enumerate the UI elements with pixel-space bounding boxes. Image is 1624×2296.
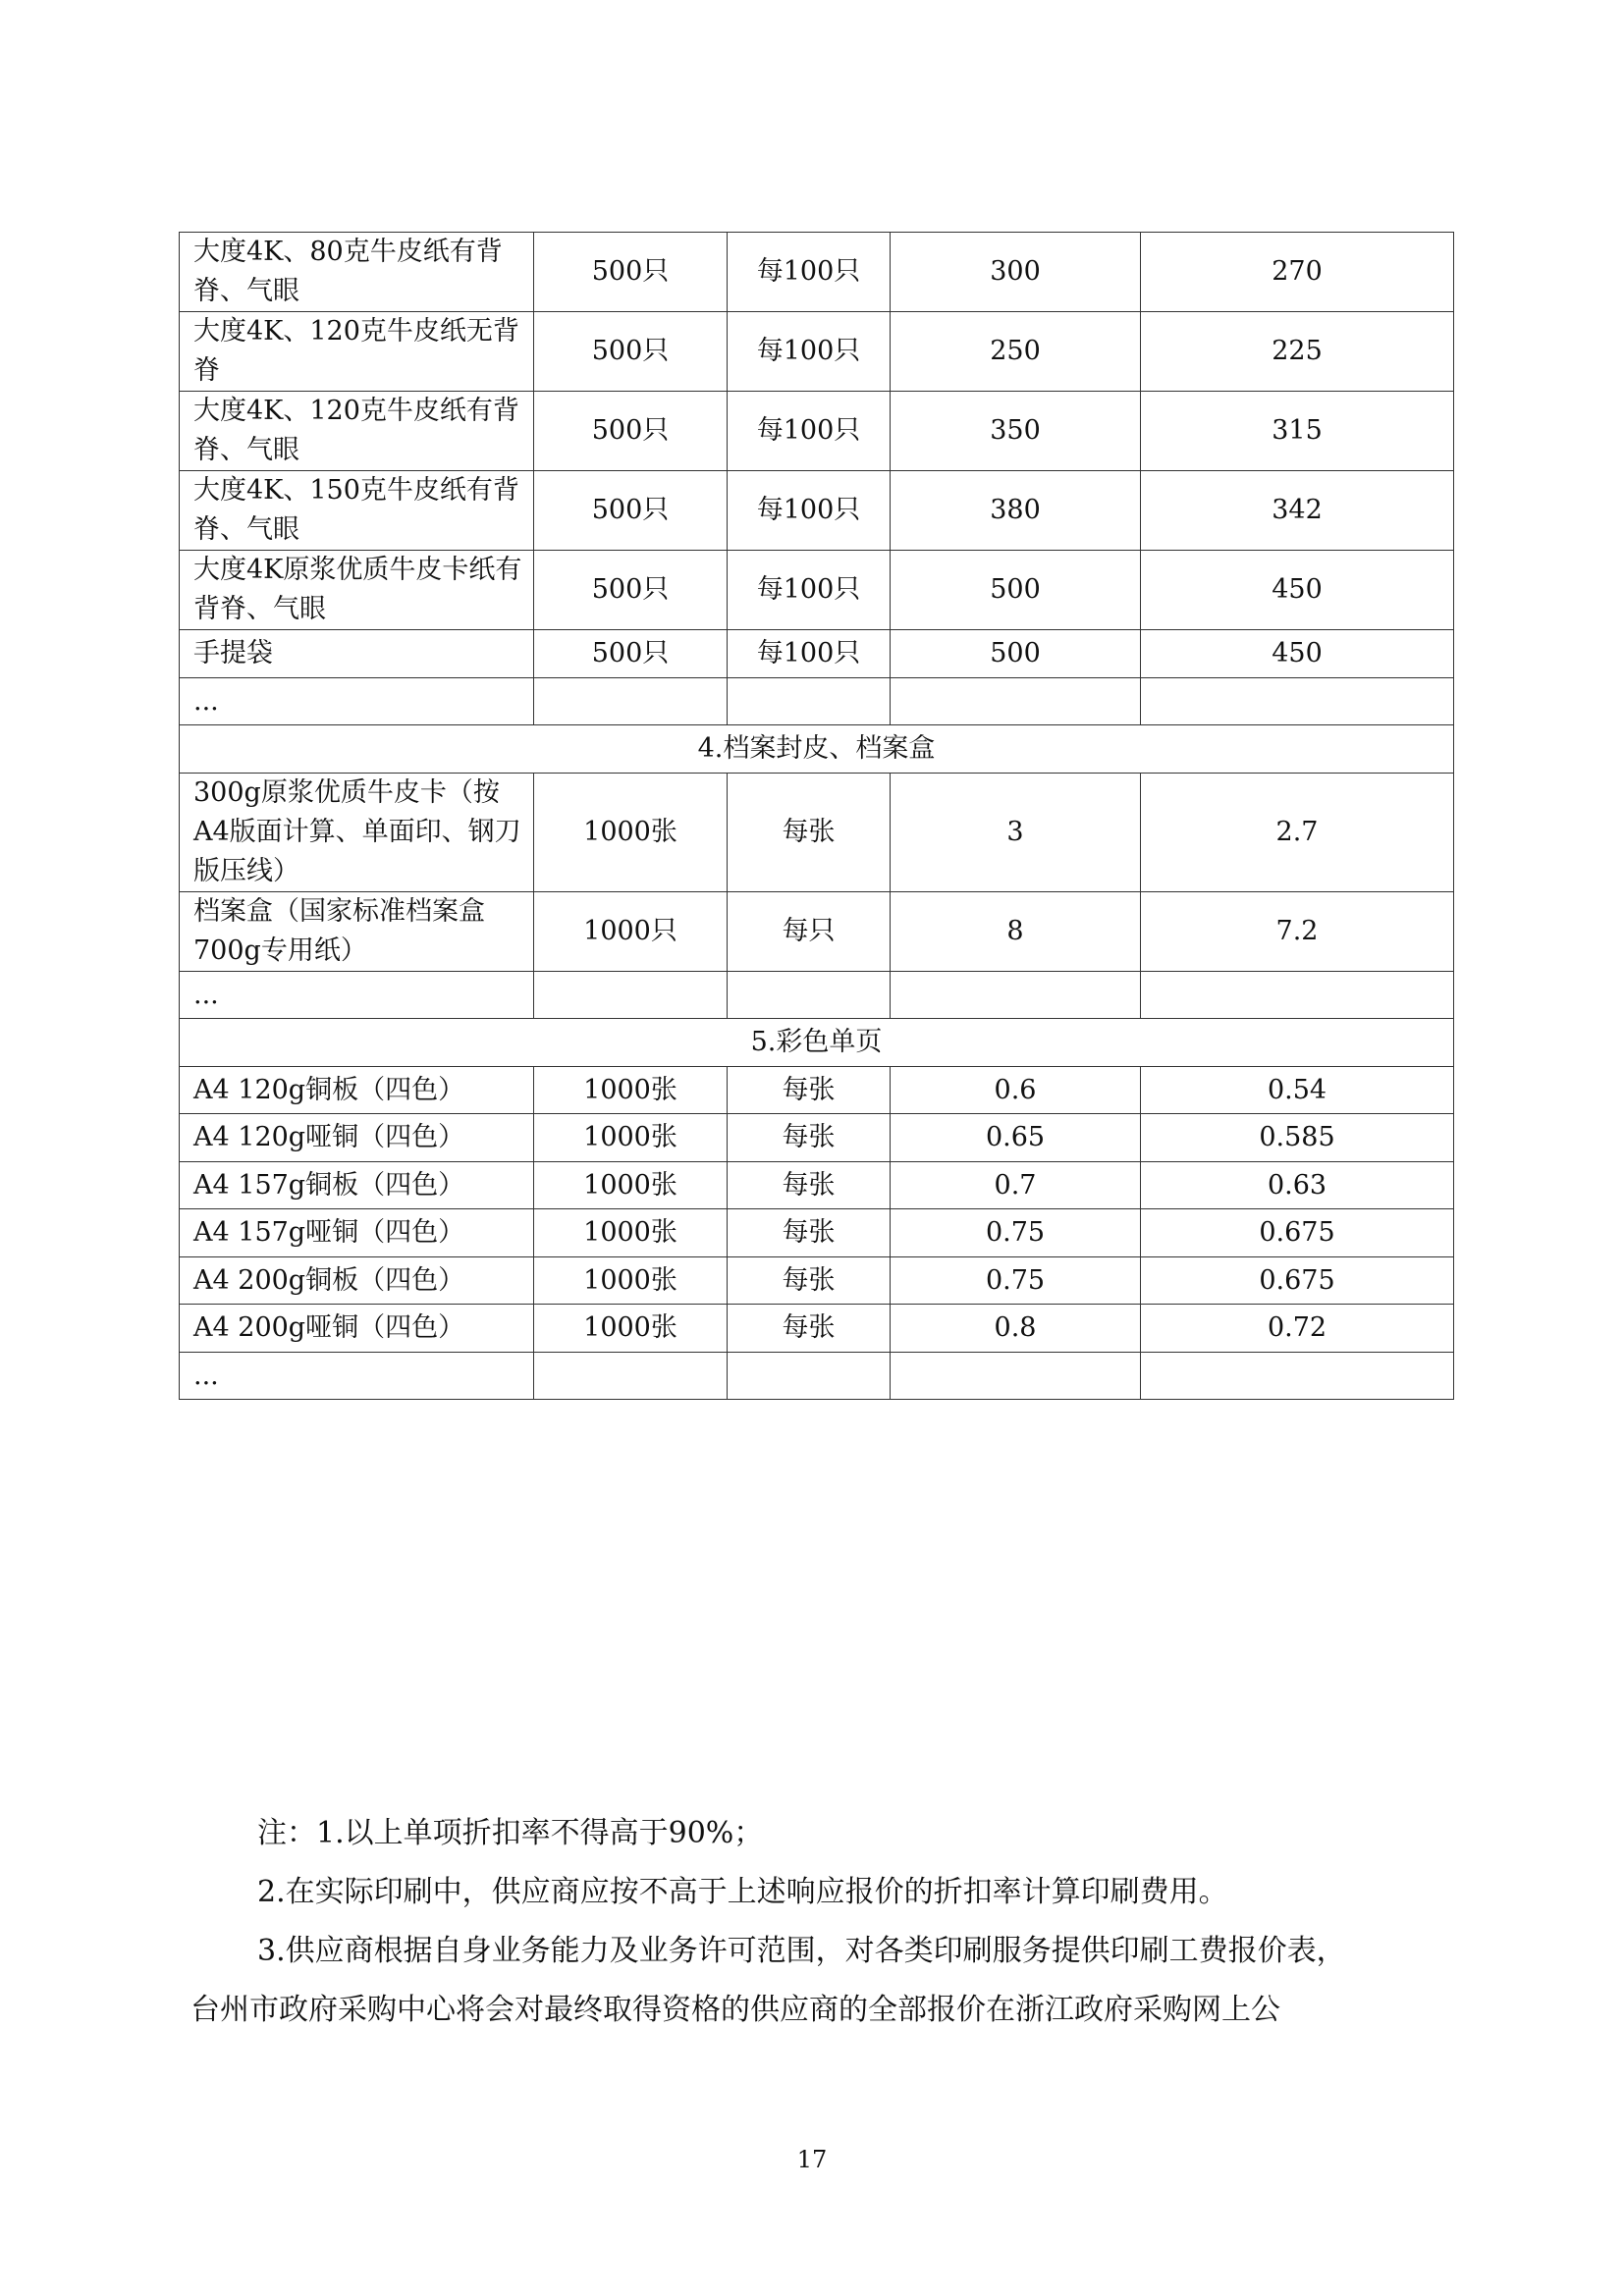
quantity-cell: 1000张 [534,1257,728,1305]
price-cell: 0.7 [891,1162,1141,1209]
price-table-body [180,233,1454,1400]
discount-price-cell: 450 [1141,551,1454,630]
price-cell: 8 [891,892,1141,972]
item-name-cell: 大度4K、150克牛皮纸有背脊、气眼 [180,471,534,551]
note-3: 3.供应商根据自身业务能力及业务许可范围，对各类印刷服务提供印刷工费报价表， [257,1934,1346,1968]
table-row [180,1305,1454,1353]
price-cell: 0.75 [891,1257,1141,1305]
quantity-cell: 1000张 [534,1305,728,1353]
price-cell: 500 [891,551,1141,630]
discount-price-cell [1141,678,1454,725]
quantity-cell: 1000张 [534,1162,728,1209]
table-row [180,551,1454,630]
price-cell: 0.8 [891,1305,1141,1353]
quantity-cell: 1000张 [534,774,728,892]
price-cell: 0.75 [891,1209,1141,1257]
item-name-cell: 300g原浆优质牛皮卡（按A4版面计算、单面印、钢刀版压线） [180,774,534,892]
unit-cell: 每张 [728,774,891,892]
unit-cell: 每张 [728,1114,891,1162]
discount-price-cell: 0.675 [1141,1257,1454,1305]
quantity-cell: 500只 [534,471,728,551]
table-row [180,312,1454,392]
quantity-cell [534,972,728,1019]
note-1: 注：1.以上单项折扣率不得高于90%； [257,1816,764,1850]
unit-cell: 每张 [728,1067,891,1114]
table-row [180,892,1454,972]
price-cell: 300 [891,233,1141,312]
unit-cell: 每张 [728,1162,891,1209]
discount-price-cell: 270 [1141,233,1454,312]
section-row [180,725,1454,774]
price-table [179,232,1454,1400]
discount-price-cell: 450 [1141,630,1454,678]
unit-cell: 每100只 [728,233,891,312]
price-cell: 250 [891,312,1141,392]
unit-cell: 每张 [728,1209,891,1257]
item-name-cell: 大度4K、80克牛皮纸有背脊、气眼 [180,233,534,312]
table-row [180,678,1454,725]
table-row [180,233,1454,312]
item-name-cell: 档案盒（国家标准档案盒700g专用纸） [180,892,534,972]
discount-price-cell: 0.63 [1141,1162,1454,1209]
item-name-cell: 大度4K、120克牛皮纸有背脊、气眼 [180,392,534,471]
price-cell [891,972,1141,1019]
note-2: 2.在实际印刷中，供应商应按不高于上述响应报价的折扣率计算印刷费用。 [257,1875,1228,1909]
table-row [180,774,1454,892]
price-cell: 350 [891,392,1141,471]
table-row [180,972,1454,1019]
discount-price-cell: 0.585 [1141,1114,1454,1162]
price-cell: 380 [891,471,1141,551]
section-row [180,1019,1454,1067]
table-row [180,392,1454,471]
quantity-cell [534,678,728,725]
item-name-cell: 手提袋 [180,630,534,678]
unit-cell: 每只 [728,892,891,972]
unit-cell: 每100只 [728,551,891,630]
discount-price-cell: 0.72 [1141,1305,1454,1353]
discount-price-cell: 315 [1141,392,1454,471]
item-name-cell: ... [180,1353,534,1400]
quantity-cell: 1000张 [534,1209,728,1257]
unit-cell: 每100只 [728,471,891,551]
unit-cell [728,1353,891,1400]
item-name-cell: ... [180,972,534,1019]
unit-cell: 每张 [728,1305,891,1353]
item-name-cell: 大度4K原浆优质牛皮卡纸有背脊、气眼 [180,551,534,630]
note-3-continued: 台州市政府采购中心将会对最终取得资格的供应商的全部报价在浙江政府采购网上公 [190,1993,1280,2027]
quantity-cell: 500只 [534,392,728,471]
quantity-cell: 500只 [534,312,728,392]
table-row [180,1353,1454,1400]
discount-price-cell [1141,1353,1454,1400]
unit-cell: 每张 [728,1257,891,1305]
unit-cell [728,972,891,1019]
item-name-cell: A4 200g哑铜（四色） [180,1305,534,1353]
section-title: 5.彩色单页 [180,1019,1454,1067]
item-name-cell: A4 120g哑铜（四色） [180,1114,534,1162]
table-row [180,1067,1454,1114]
unit-cell: 每100只 [728,312,891,392]
price-cell: 0.65 [891,1114,1141,1162]
price-cell: 3 [891,774,1141,892]
discount-price-cell [1141,972,1454,1019]
table-row [180,630,1454,678]
discount-price-cell: 0.675 [1141,1209,1454,1257]
price-cell: 500 [891,630,1141,678]
quantity-cell: 1000张 [534,1114,728,1162]
item-name-cell: A4 157g哑铜（四色） [180,1209,534,1257]
discount-price-cell: 0.54 [1141,1067,1454,1114]
section-title: 4.档案封皮、档案盒 [180,725,1454,774]
discount-price-cell: 225 [1141,312,1454,392]
table-row [180,1162,1454,1209]
price-cell [891,1353,1141,1400]
price-cell: 0.6 [891,1067,1141,1114]
quantity-cell: 500只 [534,551,728,630]
unit-cell: 每100只 [728,392,891,471]
table-row [180,471,1454,551]
item-name-cell: ... [180,678,534,725]
item-name-cell: A4 200g铜板（四色） [180,1257,534,1305]
item-name-cell: 大度4K、120克牛皮纸无背脊 [180,312,534,392]
unit-cell: 每100只 [728,630,891,678]
item-name-cell: A4 120g铜板（四色） [180,1067,534,1114]
table-row [180,1257,1454,1305]
quantity-cell: 1000只 [534,892,728,972]
quantity-cell: 500只 [534,630,728,678]
discount-price-cell: 342 [1141,471,1454,551]
notes-section [190,1804,1463,2040]
page-number: 17 [796,2146,828,2173]
table-row [180,1114,1454,1162]
quantity-cell: 500只 [534,233,728,312]
quantity-cell [534,1353,728,1400]
unit-cell [728,678,891,725]
item-name-cell: A4 157g铜板（四色） [180,1162,534,1209]
discount-price-cell: 7.2 [1141,892,1454,972]
discount-price-cell: 2.7 [1141,774,1454,892]
quantity-cell: 1000张 [534,1067,728,1114]
price-cell [891,678,1141,725]
table-row [180,1209,1454,1257]
